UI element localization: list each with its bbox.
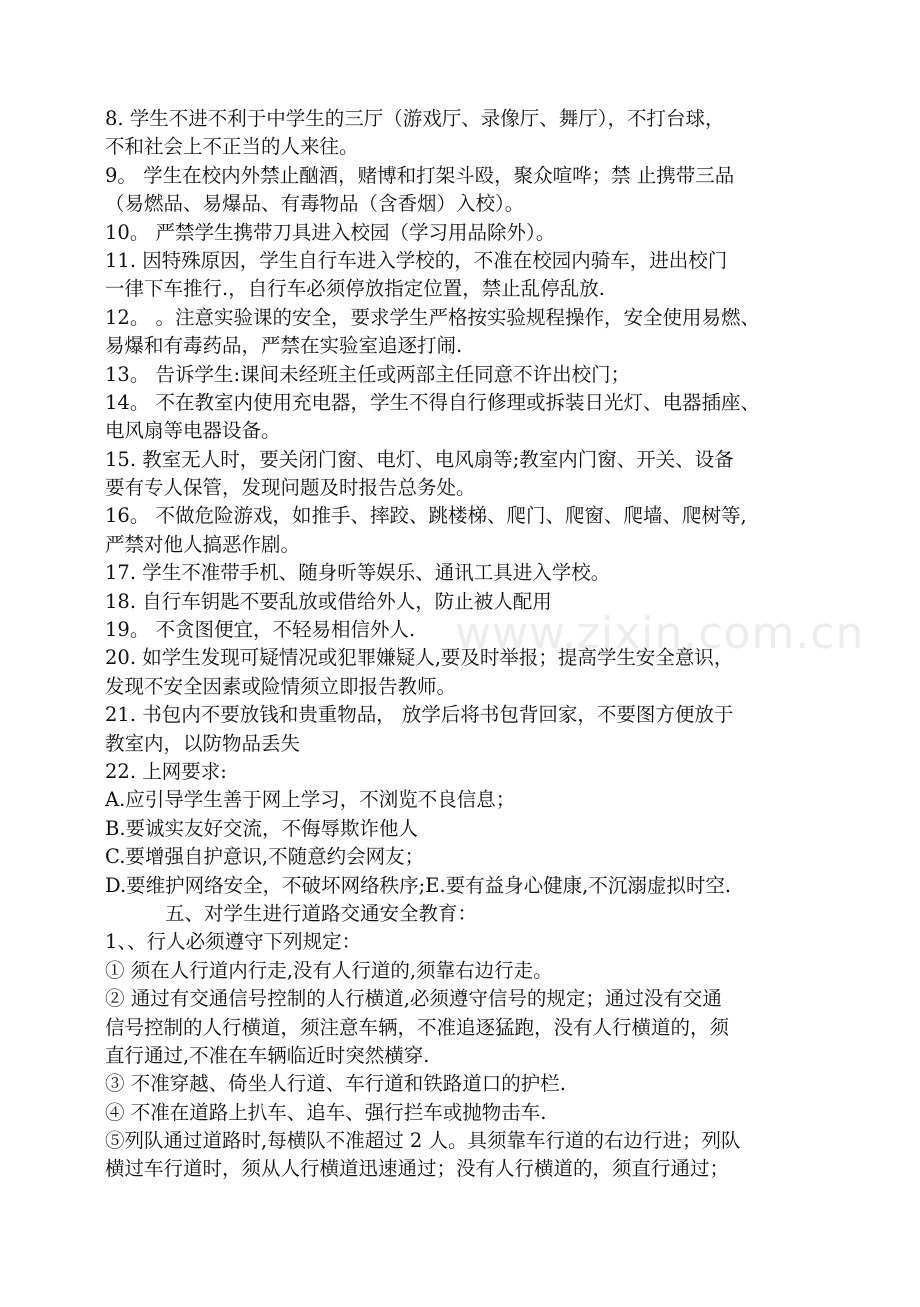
text-line: 教室内，以防物品丢失 (105, 731, 301, 755)
text-line: 8. 学生不进不利于中学生的三厅（游戏厅、录像厅、舞厅），不打台球， (105, 107, 725, 130)
text-line: 10。 严禁学生携带刀具进入校园（学习用品除外）。 (105, 220, 556, 244)
text-line: ④ 不准在道路上扒车、追车、强行拦车或抛物击车. (105, 1100, 547, 1124)
text-line: 9。 学生在校内外禁止酗酒，赌博和打架斗殴，聚众喧哗；禁 止携带三品 (105, 163, 735, 187)
text-line: ⑤列队通过道路时,每横队不准超过 2 人。具须靠车行道的右边行进；列队 (105, 1129, 741, 1153)
text-line: 易爆和有毒药品，严禁在实验室追逐打闹. (105, 334, 463, 358)
text-line: 13。 告诉学生:课间未经班主任或两部主任同意不许出校门； (105, 362, 631, 386)
text-line: 17. 学生不准带手机、随身听等娱乐、通讯工具进入学校。 (105, 561, 611, 585)
text-line: 1、、行人必须遵守下列规定： (105, 930, 362, 954)
text-line: 11. 因特殊原因，学生自行车进入学校的，不准在校园内骑车，进出校门 (105, 248, 728, 272)
watermark: www.zixin.com.cn (455, 608, 865, 659)
text-line: C.要增强自护意识,不随意约会网友； (105, 845, 425, 869)
text-line: 横过车行道时，须从人行横道迅速通过；没有人行横道的，须直行通过； (105, 1157, 730, 1181)
text-line: 发现不安全因素或险情须立即报告教师。 (105, 674, 457, 698)
text-line: （易燃品、易爆品、有毒物品（含香烟）入校）。 (105, 192, 525, 216)
text-line: 要有专人保管，发现问题及时报告总务处。 (105, 476, 476, 500)
text-line: 不和社会上不正当的人来往。 (105, 135, 359, 159)
text-line: ① 须在人行道内行走,没有人行道的,须靠右边行走。 (105, 958, 553, 982)
text-line: 19。 不贪图便宜，不轻易相信外人. (105, 618, 416, 642)
text-line: B.要诚实友好交流，不侮辱欺诈他人 (105, 816, 419, 840)
text-line: 14。 不在教室内使用充电器，学生不得自行修理或拆装日光灯、电器插座、 (105, 390, 761, 414)
document-body (105, 105, 817, 1184)
text-line: 电风扇等电器设备。 (105, 419, 281, 443)
text-line: 一律下车推行.，自行车必须停放指定位置，禁止乱停乱放. (105, 277, 605, 301)
text-line: 16。 不做危险游戏，如推手、摔跤、跳楼梯、爬门、爬窗、爬墙、爬树等, (105, 504, 747, 528)
text-line: ③ 不准穿越、倚坐人行道、车行道和铁路道口的护栏. (105, 1072, 566, 1096)
text-line: 直行通过,不准在车辆临近时突然横穿. (105, 1043, 430, 1067)
text-line: 18. 自行车钥匙不要乱放或借给外人，防止被人配用 (105, 589, 552, 613)
text-line: 20. 如学生发现可疑情况或犯罪嫌疑人,要及时举报；提高学生安全意识， (105, 646, 734, 670)
text-line: 12。 。注意实验课的安全，要求学生严格按实验规程操作，安全使用易燃、 (105, 305, 761, 329)
section-heading: 五、对学生进行道路交通安全教育： (165, 901, 478, 925)
text-line: D.要维护网络安全，不破坏网络秩序;E.要有益身心健康,不沉溺虚拟时空. (105, 873, 732, 897)
text-line: 21. 书包内不要放钱和贵重物品， 放学后将书包背回家，不要图方便放于 (105, 703, 734, 727)
text-line: 严禁对他人搞恶作剧。 (105, 532, 301, 556)
text-line: ② 通过有交通信号控制的人行横道,必须遵守信号的规定；通过没有交通 (105, 987, 722, 1011)
text-line: 15. 教室无人时，要关闭门窗、电灯、电风扇等;教室内门窗、开关、设备 (105, 447, 734, 471)
text-line: 22. 上网要求: (105, 759, 227, 783)
text-line: 信号控制的人行横道，须注意车辆，不准追逐猛跑，没有人行横道的，须 (105, 1015, 730, 1039)
text-line: A.应引导学生善于网上学习，不浏览不良信息； (105, 788, 516, 812)
